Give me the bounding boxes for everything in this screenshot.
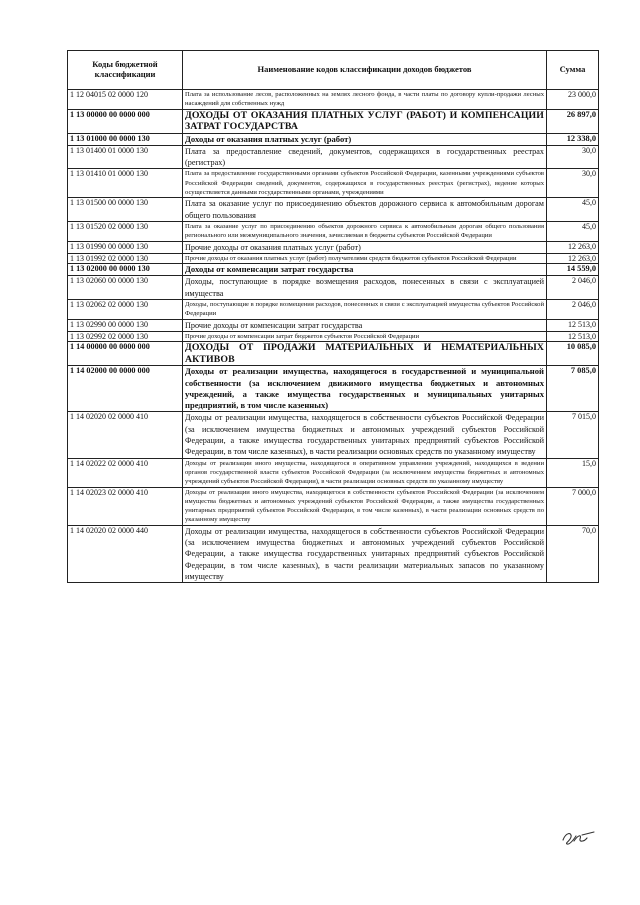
row-sum: 70,0 [547, 525, 599, 582]
row-sum: 7 000,0 [547, 487, 599, 525]
row-code: 1 13 02000 00 0000 130 [68, 264, 183, 276]
header-name: Наименование кодов классификации доходов бюджетов [183, 51, 547, 90]
row-sum: 2 046,0 [547, 300, 599, 320]
row-code: 1 14 02023 02 0000 410 [68, 487, 183, 525]
table-row [68, 264, 599, 276]
row-sum: 45,0 [547, 198, 599, 222]
row-code: 1 13 01410 01 0000 130 [68, 169, 183, 198]
table-row [68, 276, 599, 300]
row-code: 1 12 04015 02 0000 120 [68, 90, 183, 110]
row-sum: 45,0 [547, 221, 599, 241]
row-code: 1 13 02990 00 0000 130 [68, 319, 183, 331]
row-name: Плата за оказание услуг по присоединению объектов дорожного сервиса к автомобильным дорогам общего пользования [183, 198, 547, 222]
row-sum: 14 559,0 [547, 264, 599, 276]
row-name: ДОХОДЫ ОТ ОКАЗАНИЯ ПЛАТНЫХ УСЛУГ (РАБОТ) И КОМПЕНСАЦИИ ЗАТРАТ ГОСУДАРСТВА [183, 109, 547, 133]
row-code: 1 13 01992 02 0000 130 [68, 253, 183, 263]
row-name: Доходы от реализации имущества, находящегося в собственности субъектов Российской Федерации (за исключением имущества бюджетных и автономных учреждений субъектов Российской Федерации, а также имущества государственных унитарных предприятий субъектов Российской Федерации, в том числе казенных), в части реализации основных средств по указанному имуществу [183, 412, 547, 458]
table-row [68, 412, 599, 458]
table-row [68, 109, 599, 133]
row-sum: 7 085,0 [547, 366, 599, 412]
table-row [68, 487, 599, 525]
row-code: 1 13 01520 02 0000 130 [68, 221, 183, 241]
row-name: Доходы от оказания платных услуг (работ) [183, 133, 547, 145]
row-sum: 2 046,0 [547, 276, 599, 300]
row-sum: 12 263,0 [547, 241, 599, 253]
row-code: 1 14 00000 00 0000 000 [68, 342, 183, 366]
row-name: Прочие доходы от оказания платных услуг (работ) [183, 241, 547, 253]
row-sum: 12 513,0 [547, 319, 599, 331]
row-name: Доходы от реализации имущества, находящегося в собственности субъектов Российской Федерации (за исключением имущества бюджетных и автономных учреждений субъектов Российской Федерации, а также имущества государственных унитарных предприятий субъектов Российской Федерации, в том числе казенных), в части реализации материальных запасов по указанному имуществу [183, 525, 547, 582]
table-row [68, 169, 599, 198]
row-name: Прочие доходы от компенсации затрат государства [183, 319, 547, 331]
row-code: 1 14 02000 00 0000 000 [68, 366, 183, 412]
row-sum: 7 015,0 [547, 412, 599, 458]
table-body [68, 90, 599, 583]
table-row [68, 300, 599, 320]
row-name: Доходы, поступающие в порядке возмещения расходов, понесенных в связи с эксплуатацией имущества субъектов Российской Федерации [183, 300, 547, 320]
row-name: Плата за предоставление государственными органами субъектов Российской Федерации, казенными учреждениями субъектов Российской Федерации сведений, документов, содержащихся в государственных реестрах (регистрах), ведение которых осуществляется данными государственными органами, учреждениями [183, 169, 547, 198]
table-row [68, 331, 599, 341]
row-code: 1 13 02992 02 0000 130 [68, 331, 183, 341]
table-row [68, 90, 599, 110]
row-sum: 12 338,0 [547, 133, 599, 145]
table-row [68, 241, 599, 253]
row-code: 1 13 02060 00 0000 130 [68, 276, 183, 300]
row-sum: 23 000,0 [547, 90, 599, 110]
row-name: Плата за использование лесов, расположенных на землях лесного фонда, в части платы по договору купли-продажи лесных насаждений для собственных нужд [183, 90, 547, 110]
budget-revenue-table [67, 50, 599, 583]
handwritten-signature [560, 826, 600, 848]
table-row [68, 525, 599, 582]
row-code: 1 14 02020 02 0000 440 [68, 525, 183, 582]
row-sum: 10 085,0 [547, 342, 599, 366]
header-code: Коды бюджетной классификации [68, 51, 183, 90]
row-code: 1 14 02020 02 0000 410 [68, 412, 183, 458]
row-code: 1 13 02062 02 0000 130 [68, 300, 183, 320]
row-name: Доходы от компенсации затрат государства [183, 264, 547, 276]
row-name: Плата за оказание услуг по присоединению объектов дорожного сервиса к автомобильным дорогам общего пользования регионального или межмуниципального значения, зачисляемая в бюджеты субъектов Российской Федерации [183, 221, 547, 241]
row-name: Доходы от реализации имущества, находящегося в государственной и муниципальной собственности (за исключением движимого имущества бюджетных и автономных учреждений, а также имущества государственных и муниципальных унитарных предприятий, в том числе казенных) [183, 366, 547, 412]
row-code: 1 13 01400 01 0000 130 [68, 145, 183, 169]
row-name: ДОХОДЫ ОТ ПРОДАЖИ МАТЕРИАЛЬНЫХ И НЕМАТЕРИАЛЬНЫХ АКТИВОВ [183, 342, 547, 366]
row-sum: 12 263,0 [547, 253, 599, 263]
row-sum: 15,0 [547, 458, 599, 487]
row-name: Доходы, поступающие в порядке возмещения расходов, понесенных в связи с эксплуатацией имущества [183, 276, 547, 300]
header-sum: Сумма [547, 51, 599, 90]
row-sum: 12 513,0 [547, 331, 599, 341]
table-row [68, 221, 599, 241]
table-row [68, 133, 599, 145]
table-row [68, 198, 599, 222]
row-sum: 30,0 [547, 169, 599, 198]
table-row [68, 366, 599, 412]
table-row [68, 458, 599, 487]
row-code: 1 13 01990 00 0000 130 [68, 241, 183, 253]
row-name: Прочие доходы от оказания платных услуг (работ) получателями средств бюджетов субъектов Российской Федерации [183, 253, 547, 263]
row-sum: 30,0 [547, 145, 599, 169]
table-row [68, 145, 599, 169]
row-code: 1 14 02022 02 0000 410 [68, 458, 183, 487]
table-row [68, 319, 599, 331]
row-code: 1 13 01000 00 0000 130 [68, 133, 183, 145]
row-code: 1 13 01500 00 0000 130 [68, 198, 183, 222]
row-code: 1 13 00000 00 0000 000 [68, 109, 183, 133]
table-row [68, 342, 599, 366]
row-name: Плата за предоставление сведений, документов, содержащихся в государственных реестрах (регистрах) [183, 145, 547, 169]
row-name: Доходы от реализации иного имущества, находящегося в оперативном управлении учреждений, находящихся в ведении органов государственной власти субъектов Российской Федерации (за исключением имущества бюджетных и автономных учреждений субъектов Российской Федерации), в части реализации основных средств по указанному имуществу [183, 458, 547, 487]
row-name: Прочие доходы от компенсации затрат бюджетов субъектов Российской Федерации [183, 331, 547, 341]
table-row [68, 253, 599, 263]
row-name: Доходы от реализации иного имущества, находящегося в собственности субъектов Российской Федерации (за исключением имущества бюджетных и автономных учреждений субъектов Российской Федерации, а также имущества государственных унитарных предприятий субъектов Российской Федерации, в том числе казенных), в части реализации основных средств по указанному имуществу [183, 487, 547, 525]
table-header-row [68, 51, 599, 90]
row-sum: 26 897,0 [547, 109, 599, 133]
